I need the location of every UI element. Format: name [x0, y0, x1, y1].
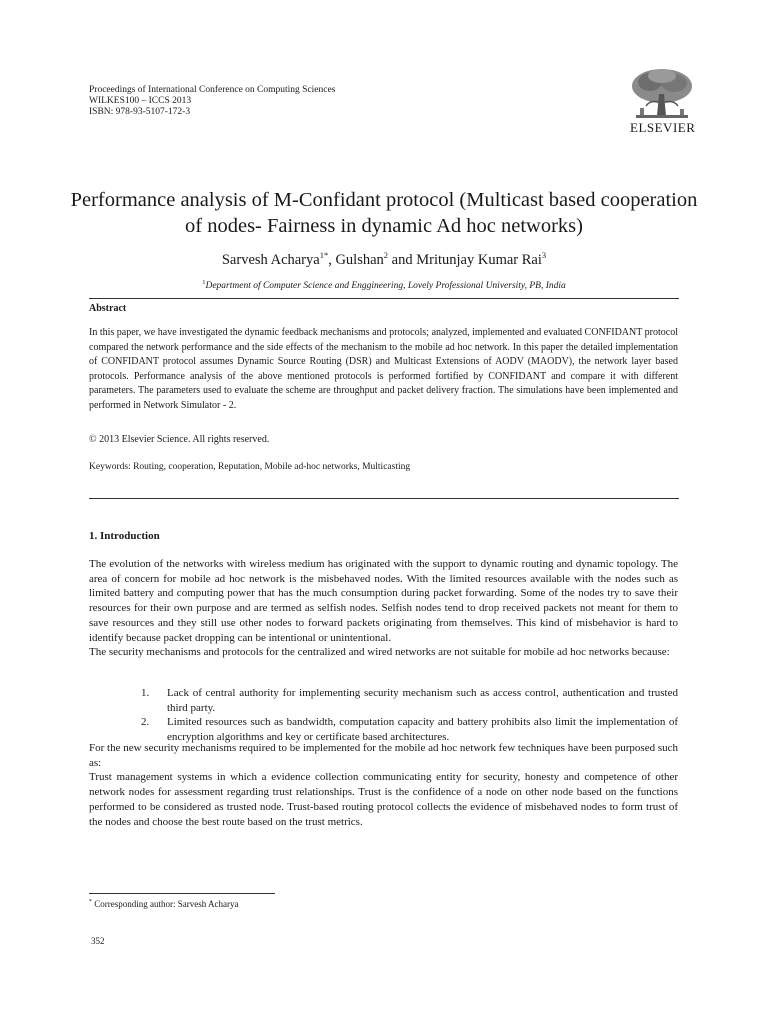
keywords-line: Keywords: Routing, cooperation, Reputation, Mobile ad-hoc networks, Multicasting: [89, 462, 411, 472]
elsevier-wordmark: ELSEVIER: [630, 120, 696, 135]
author-name: Gulshan: [335, 251, 384, 268]
intro-body: [89, 557, 678, 660]
footnote-divider: [89, 893, 275, 894]
elsevier-logo: [628, 66, 696, 136]
proceedings-line: Proceedings of International Conference on Computing Sciences: [89, 85, 336, 95]
page-number: 352: [91, 936, 105, 946]
author-separator: ,: [328, 251, 336, 268]
intro-paragraph: For the new security mechanisms required to be implemented for the mobile ad hoc network few techniques have been purposed such as:: [89, 742, 678, 769]
affiliation: [60, 279, 708, 291]
list-item-text: Lack of central authority for implementing security mechanism such as access control, authentication and trusted third party.: [167, 687, 678, 714]
abstract-heading: Abstract: [89, 303, 127, 314]
footnote-marker: *: [89, 899, 92, 905]
journal-header: [89, 85, 335, 118]
list-item-text: Limited resources such as bandwidth, computation capacity and battery prohibits also limit the implementation of encryption algorithms and key or certificate based architectures.: [167, 716, 678, 744]
conference-line: WILKES100 – ICCS 2013: [89, 96, 192, 106]
author-superscript: 2: [383, 250, 389, 260]
affiliation-superscript: 1: [202, 279, 206, 286]
footnote: [89, 899, 238, 909]
abstract-divider: [89, 498, 679, 499]
footnote-text: Corresponding author: Sarvesh Acharya: [92, 899, 239, 909]
author-list: [60, 250, 708, 269]
copyright-line: © 2013 Elsevier Science. All rights reserved.: [89, 434, 270, 445]
author-superscript: 3: [541, 250, 547, 260]
intro-paragraph: Trust management systems in which a evidence collection communicating entity for security, honesty and competence of other network nodes for assessment regarding trust relationships. Trust is the confidence of a node on other node based on the functions performed to be considered as trusted node. Trust-based routing protocol collects the evidence of misbehaved nodes to form trust of the nodes and choose the best route based on the trust metrics.: [89, 771, 678, 828]
author-separator: and: [388, 251, 417, 268]
intro-body-continued: [89, 741, 678, 829]
affiliation-text: Department of Computer Science and Enggineering, Lovely Professional University, PB, India: [205, 281, 566, 292]
isbn-line: ISBN: 978-93-5107-172-3: [89, 107, 191, 117]
abstract-text: In this paper, we have investigated the dynamic feedback mechanisms and protocols; analyzed, implemented and evaluated CONFIDANT protocol compared the network performance and the side effects of the mechanism to the mobile ad hoc network. In this paper the detailed implementation of CONFIDANT protocol assumes Dynamic Source Routing (DSR) and Multicast Extensions of AODV (MAODV), the network layer based protocols. Performance analysis of the above mentioned protocols is performed fortified by CONFIDANT and compare it with different parameters. The parameters used to evaluate the scheme are throughput and packet delivery fraction. The simulations have been implemented and performed in Network Simulator - 2.: [89, 327, 678, 411]
numbered-list: [89, 686, 678, 745]
author-name: Mritunjay Kumar Rai: [416, 251, 542, 268]
list-number: 2.: [141, 716, 150, 729]
paper-title: Performance analysis of M-Confidant protocol (Multicast based cooperation of nodes- Fairness in dynamic Ad hoc networks): [70, 189, 698, 237]
list-number: 1.: [141, 687, 150, 699]
intro-paragraph: The security mechanisms and protocols for the centralized and wired networks are not suitable for mobile ad hoc networks because:: [89, 646, 670, 659]
author-superscript: 1*: [319, 250, 329, 260]
list-item: [89, 686, 678, 715]
author-name: Sarvesh Acharya: [221, 251, 320, 268]
intro-paragraph: The evolution of the networks with wireless medium has originated with the support to dynamic routing and dynamic topology. The area of concern for mobile ad hoc network is the misbehaved nodes. With the limited resources available with the nodes such as limited battery and computing power that has the much consumption during packet forwarding. Some of the nodes try to save their resources for their own purpose and are termed as selfish nodes. Selfish nodes tend to drop received packets not meant for them to save resources and they still use other nodes to forward packets originating from themselves. This kind of misbehavior is hard to identify because packet dropping can be intentional or unintentional.: [89, 558, 678, 644]
section-heading: 1. Introduction: [89, 530, 160, 542]
elsevier-tree-icon: [628, 66, 696, 120]
top-divider: [89, 298, 679, 299]
